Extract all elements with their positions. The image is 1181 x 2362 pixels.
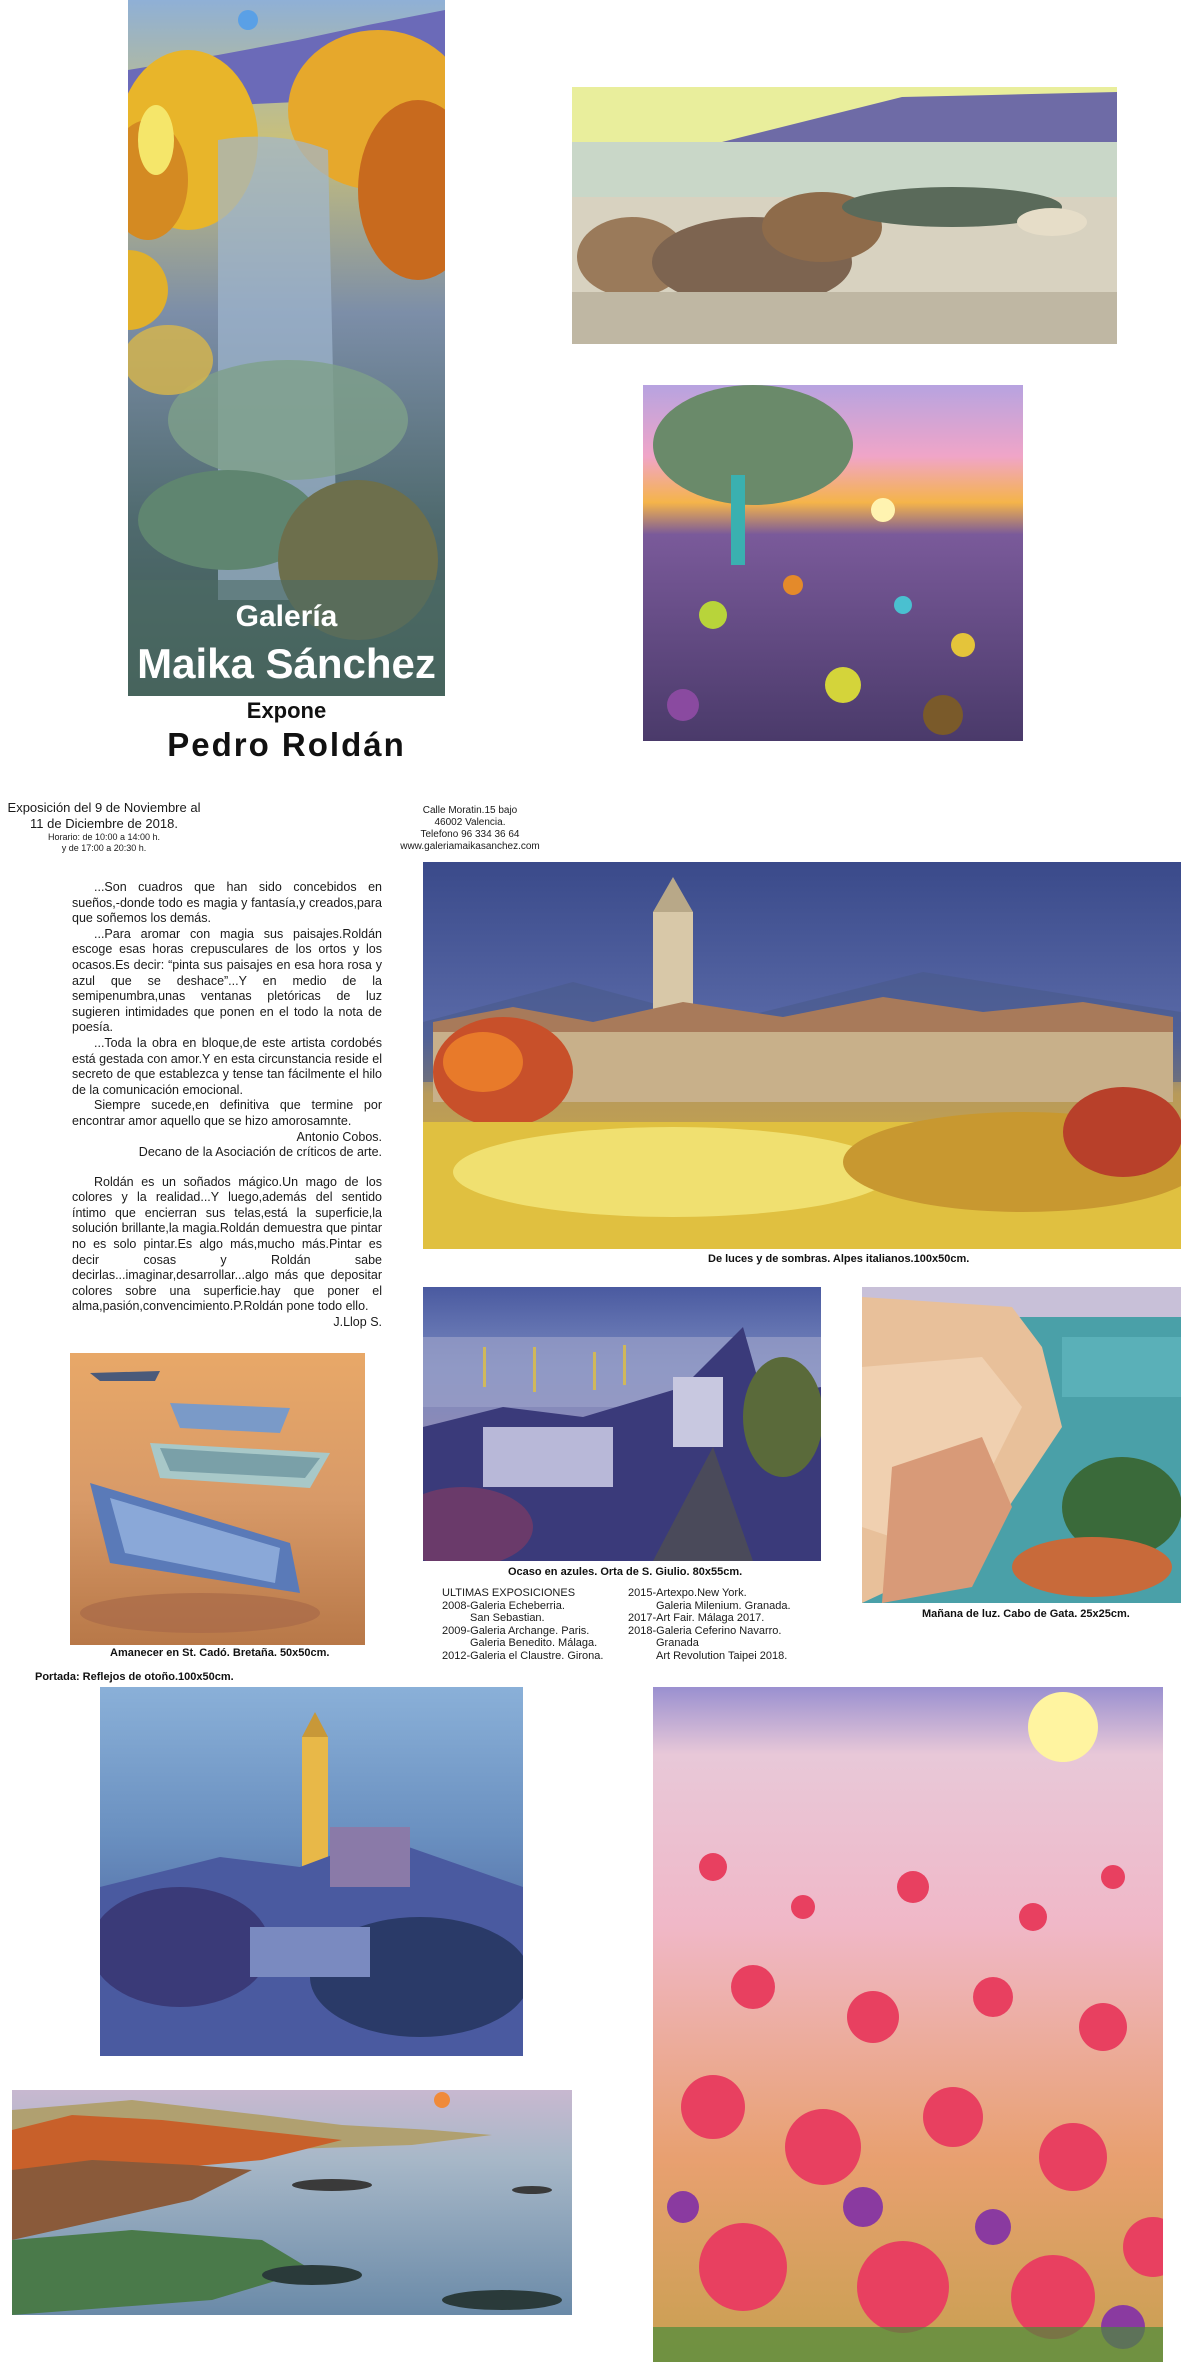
exhibition-item: Granada bbox=[656, 1637, 699, 1650]
caption-amanecer: Amanecer en St. Cadó. Bretaña. 50x50cm. bbox=[110, 1647, 330, 1659]
caption-alpes: De luces y de sombras. Alpes italianos.100x50cm. bbox=[708, 1253, 970, 1265]
gallery-website-link[interactable]: www.galeriamaikasanchez.com bbox=[400, 841, 540, 852]
gallery-label: Galería bbox=[235, 600, 338, 633]
essay-paragraph-4: Siempre sucede,en definitiva que termine por encontrar amor aquello que se hizo amorosamnte. bbox=[72, 1098, 382, 1128]
cover-painting-reflejos-de-otono bbox=[128, 0, 445, 696]
painting-ocaso-en-azules bbox=[423, 1287, 821, 1561]
expone-heading: Expone bbox=[246, 698, 327, 723]
caption-ocaso: Ocaso en azules. Orta de S. Giulio. 80x55cm. bbox=[508, 1566, 743, 1578]
caption-manana: Mañana de luz. Cabo de Gata. 25x25cm. bbox=[922, 1608, 1130, 1620]
gallery-name: Maika Sánchez bbox=[137, 640, 436, 687]
hours-line2: y de 17:00 a 20:30 h. bbox=[61, 843, 147, 853]
painting-amanecer-st-cado bbox=[70, 1353, 365, 1645]
exhibitions-right-column bbox=[628, 1587, 791, 1663]
exhibition-item: 2017-Art Fair. Málaga 2017. bbox=[628, 1612, 765, 1625]
opening-hours bbox=[4, 832, 204, 854]
critic-essay bbox=[72, 880, 382, 1331]
painting-poppy-field bbox=[653, 1687, 1163, 2362]
exhibition-item: Art Revolution Taipei 2018. bbox=[656, 1649, 788, 1662]
exhibition-item: Galeria Benedito. Málaga. bbox=[470, 1637, 598, 1650]
exhibition-item: 2008-Galeria Echeberria. bbox=[442, 1599, 565, 1612]
exhibition-dates bbox=[4, 800, 204, 832]
essay-paragraph-3: ...Toda la obra en bloque,de este artista cordobés está gestada con amor.Y en esta circunstancia reside el secreto de que establezca y tense tan fácilmente el hilo de la comunicación emocional. bbox=[72, 1035, 382, 1097]
painting-sunset-tree bbox=[643, 385, 1023, 741]
exhibitions-left-column bbox=[442, 1587, 603, 1663]
address-phone: Telefono 96 334 36 64 bbox=[420, 829, 520, 840]
essay-signature-2: J.Llop S. bbox=[333, 1315, 382, 1330]
essay-paragraph-2: ...Para aromar con magia sus paisajes.Roldán escoge esas horas crepusculares de los ortos y los ocasos.Es decir: “pinta sus paisajes en esa hora rosa y azul que se deshace”...Y en medio de la semipenumbra,unas ventanas pletóricas de luz sugieren intimidades que ponen en el todo la nota de poesía. bbox=[72, 926, 382, 1035]
essay-signature-name: Antonio Cobos. bbox=[296, 1129, 382, 1144]
exhibition-dates-line1: Exposición del 9 de Noviembre al bbox=[7, 800, 201, 815]
caption-portada: Portada: Reflejos de otoño.100x50cm. bbox=[35, 1671, 234, 1683]
painting-church-tower-blue bbox=[100, 1687, 523, 2056]
essay-paragraph-5: Roldán es un soñados mágico.Un mago de los colores y la realidad...Y luego,además del sentido íntimo que encierran sus telas,está la superficie,la solución brillante,la magia.Roldán demuestra que pintar no es solo pintar.Es algo más,mucho más.Pintar es decir cosas y Roldán sabe decirlas...imaginar,desarrollar...algo más que depositar colores sobre una superficie.hay que poner el alma,pasión,convencimiento.P.Roldán pone todo ello. bbox=[72, 1174, 382, 1314]
artist-name: Pedro Roldán bbox=[167, 726, 406, 763]
hours-line1: Horario: de 10:00 a 14:00 h. bbox=[47, 832, 161, 842]
address-city: 46002 Valencia. bbox=[434, 817, 506, 828]
painting-manana-de-luz bbox=[862, 1287, 1181, 1603]
painting-alpes-italianos bbox=[423, 862, 1181, 1249]
exhibitions-title: ULTIMAS EXPOSICIONES bbox=[442, 1587, 576, 1599]
painting-coast-rocks bbox=[572, 87, 1117, 344]
essay-paragraph-1: ...Son cuadros que han sido concebidos en sueños,-donde todo es magia y fantasía,y creados,para que soñemos los demás. bbox=[72, 880, 382, 926]
exhibition-item: 2009-Galeria Archange. Paris. bbox=[442, 1624, 590, 1637]
exhibition-dates-line2: 11 de Diciembre de 2018. bbox=[30, 816, 178, 831]
exhibition-item: Galeria Milenium. Granada. bbox=[656, 1599, 791, 1612]
essay-signature-role: Decano de la Asociación de críticos de arte. bbox=[138, 1145, 382, 1160]
gallery-address bbox=[400, 805, 540, 853]
painting-coastal-cove bbox=[12, 2090, 572, 2315]
exhibition-item: 2015-Artexpo.New York. bbox=[628, 1587, 747, 1599]
exhibition-item: 2018-Galeria Ceferino Navarro. bbox=[628, 1624, 782, 1637]
exhibition-item: San Sebastian. bbox=[470, 1612, 545, 1625]
exhibition-item: 2012-Galeria el Claustre. Girona. bbox=[442, 1649, 604, 1662]
address-street: Calle Moratin.15 bajo bbox=[422, 805, 518, 816]
